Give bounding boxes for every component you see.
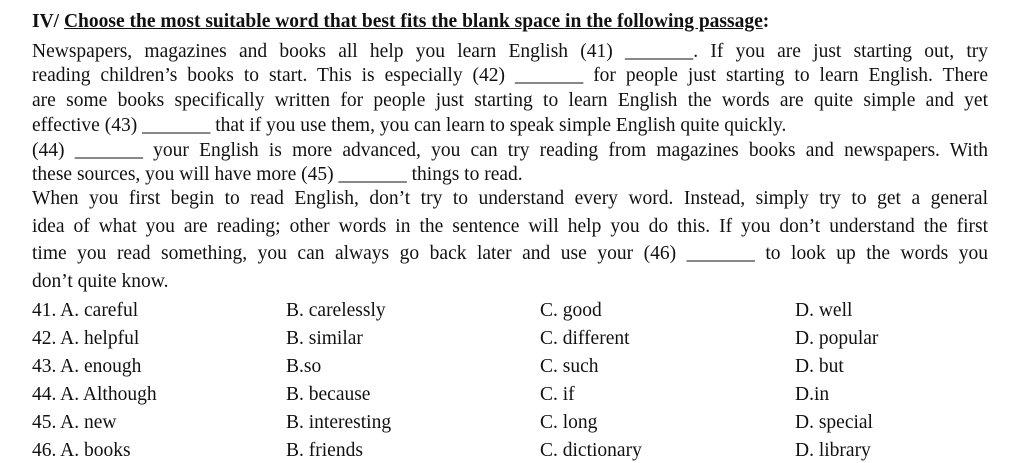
passage-line: these sources, you will have more (45) _______ things to read.	[32, 164, 523, 185]
passage-line: don’t quite know.	[32, 271, 169, 292]
option-41-a: 41. A. careful	[32, 300, 139, 321]
option-42-a: 42. A. helpful	[32, 328, 140, 349]
passage-line: Newspapers, magazines and books all help you learn English (41) _______. If you are just starting out, try	[32, 41, 988, 62]
option-42-d: D. popular	[795, 328, 879, 349]
option-45-c: C. long	[540, 412, 598, 433]
option-44-b: B. because	[286, 384, 371, 405]
option-43-b: B.so	[286, 356, 322, 377]
option-44-c: C. if	[540, 384, 575, 405]
option-46-c: C. dictionary	[540, 440, 642, 461]
option-43-d: D. but	[795, 356, 844, 377]
heading-colon: :	[762, 11, 770, 32]
passage-line: time you read something, you can always go back later and use your (46) _______ to look up the words you	[32, 243, 988, 264]
option-45-b: B. interesting	[286, 412, 392, 433]
option-43-a: 43. A. enough	[32, 356, 142, 377]
passage-line: reading children’s books to start. This is especially (42) _______ for people just starting to learn English. There	[32, 65, 988, 86]
passage-line: are some books specifically written for people just starting to learn English the words are quite simple and yet	[32, 90, 988, 111]
exercise-heading	[32, 11, 769, 33]
option-46-b: B. friends	[286, 440, 363, 461]
option-41-b: B. carelessly	[286, 300, 386, 321]
option-46-a: 46. A. books	[32, 440, 131, 461]
passage-line: (44) _______ your English is more advanced, you can try reading from magazines books and newspapers. With	[32, 140, 988, 161]
option-42-c: C. different	[540, 328, 630, 349]
exercise-instruction: Choose the most suitable word that best fits the blank space in the following passage	[63, 11, 763, 32]
exercise-number: IV/	[32, 11, 64, 32]
passage-line: When you first begin to read English, don’t try to understand every word. Instead, simply try to get a general	[32, 188, 988, 209]
option-41-d: D. well	[795, 300, 853, 321]
passage-line: effective (43) _______ that if you use them, you can learn to speak simple English quite quickly.	[32, 115, 787, 136]
option-46-d: D. library	[795, 440, 871, 461]
option-45-d: D. special	[795, 412, 873, 433]
option-45-a: 45. A. new	[32, 412, 117, 433]
option-44-d: D.in	[795, 384, 830, 405]
option-42-b: B. similar	[286, 328, 363, 349]
passage-line: idea of what you are reading; other words in the sentence will help you do this. If you don’t understand the first	[32, 216, 988, 237]
option-44-a: 44. A. Although	[32, 384, 157, 405]
option-43-c: C. such	[540, 356, 599, 377]
option-41-c: C. good	[540, 300, 602, 321]
